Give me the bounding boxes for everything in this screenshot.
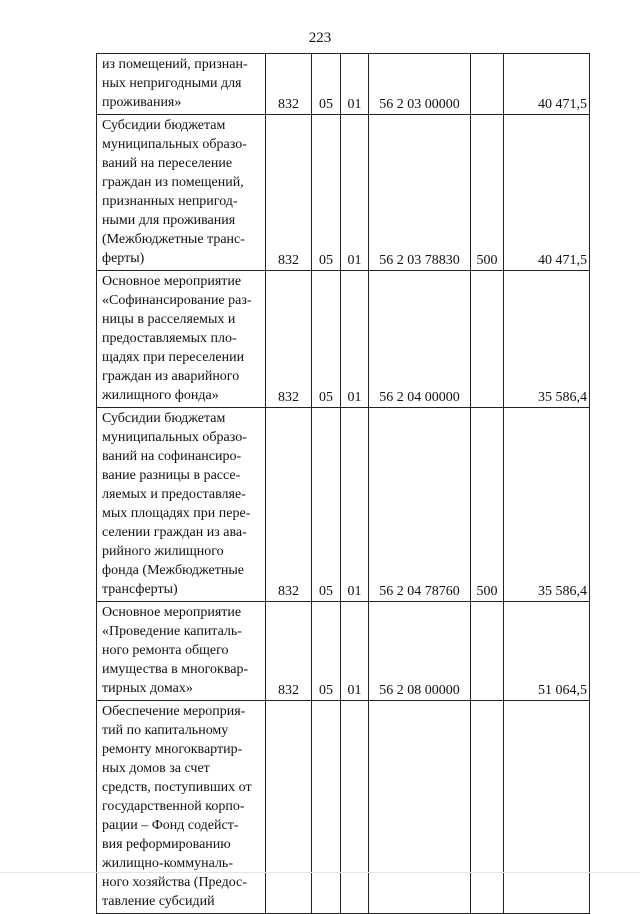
- table-row: [97, 271, 590, 408]
- row-description: Обеспечение мероприя- тий по капитальному ремонту многоквартир- ных домов за счет средств, поступивших от государственной корпо- рации – Фонд содейст- вия реформированию жилищно-коммуналь- ного хозяйства (Предос- тавление субсидий: [97, 701, 266, 914]
- table-row: [97, 408, 590, 602]
- subsection-code: 01: [341, 115, 369, 271]
- subsection-code: 01: [341, 408, 369, 602]
- amount-value: 51 064,5: [504, 602, 590, 701]
- ministry-code: 832: [266, 408, 312, 602]
- expense-type-code: [471, 602, 504, 701]
- ministry-code: 832: [266, 271, 312, 408]
- target-article-code: 56 2 03 78830: [369, 115, 471, 271]
- ministry-code: [266, 701, 312, 914]
- ministry-code: 832: [266, 115, 312, 271]
- page-number: 223: [308, 30, 332, 46]
- row-description: Основное мероприятие «Проведение капиталь- ного ремонта общего имущества в многоквар- тирных домах»: [97, 602, 266, 701]
- section-code: 05: [312, 408, 341, 602]
- budget-table: [96, 53, 590, 914]
- target-article-code: [369, 701, 471, 914]
- row-description: Субсидии бюджетам муниципальных образо- ваний на софинансиро- вание разницы в рассе- ляемых и предоставляе- мых площадях при пере- селении граждан из ава- рийного жилищного фонда (Межбюджетные трансферты): [97, 408, 266, 602]
- subsection-code: 01: [341, 54, 369, 115]
- section-code: 05: [312, 271, 341, 408]
- target-article-code: 56 2 08 00000: [369, 602, 471, 701]
- section-code: [312, 701, 341, 914]
- row-description: из помещений, признан- ных непригодными для проживания»: [97, 54, 266, 115]
- expense-type-code: 500: [471, 115, 504, 271]
- subsection-code: 01: [341, 602, 369, 701]
- amount-value: 35 586,4: [504, 408, 590, 602]
- target-article-code: 56 2 03 00000: [369, 54, 471, 115]
- row-description: Субсидии бюджетам муниципальных образо- ваний на переселение граждан из помещений, признанных непригод- ными для проживания (Межбюджетные транс- ферты): [97, 115, 266, 271]
- target-article-code: 56 2 04 00000: [369, 271, 471, 408]
- section-code: 05: [312, 115, 341, 271]
- ministry-code: 832: [266, 54, 312, 115]
- section-code: 05: [312, 54, 341, 115]
- expense-type-code: [471, 54, 504, 115]
- expense-type-code: [471, 701, 504, 914]
- amount-value: 40 471,5: [504, 54, 590, 115]
- amount-value: 35 586,4: [504, 271, 590, 408]
- table-row: [97, 701, 590, 914]
- row-description: Основное мероприятие «Софинансирование раз- ницы в расселяемых и предоставляемых пло- щадях при переселении граждан из аварийного жилищного фонда»: [97, 271, 266, 408]
- expense-type-code: 500: [471, 408, 504, 602]
- expense-type-code: [471, 271, 504, 408]
- target-article-code: 56 2 04 78760: [369, 408, 471, 602]
- table-row: [97, 602, 590, 701]
- section-code: 05: [312, 602, 341, 701]
- amount-value: [504, 701, 590, 914]
- ministry-code: 832: [266, 602, 312, 701]
- table-row: [97, 115, 590, 271]
- amount-value: 40 471,5: [504, 115, 590, 271]
- subsection-code: [341, 701, 369, 914]
- table-row: [97, 54, 590, 115]
- scan-artifact-line: [0, 872, 640, 873]
- subsection-code: 01: [341, 271, 369, 408]
